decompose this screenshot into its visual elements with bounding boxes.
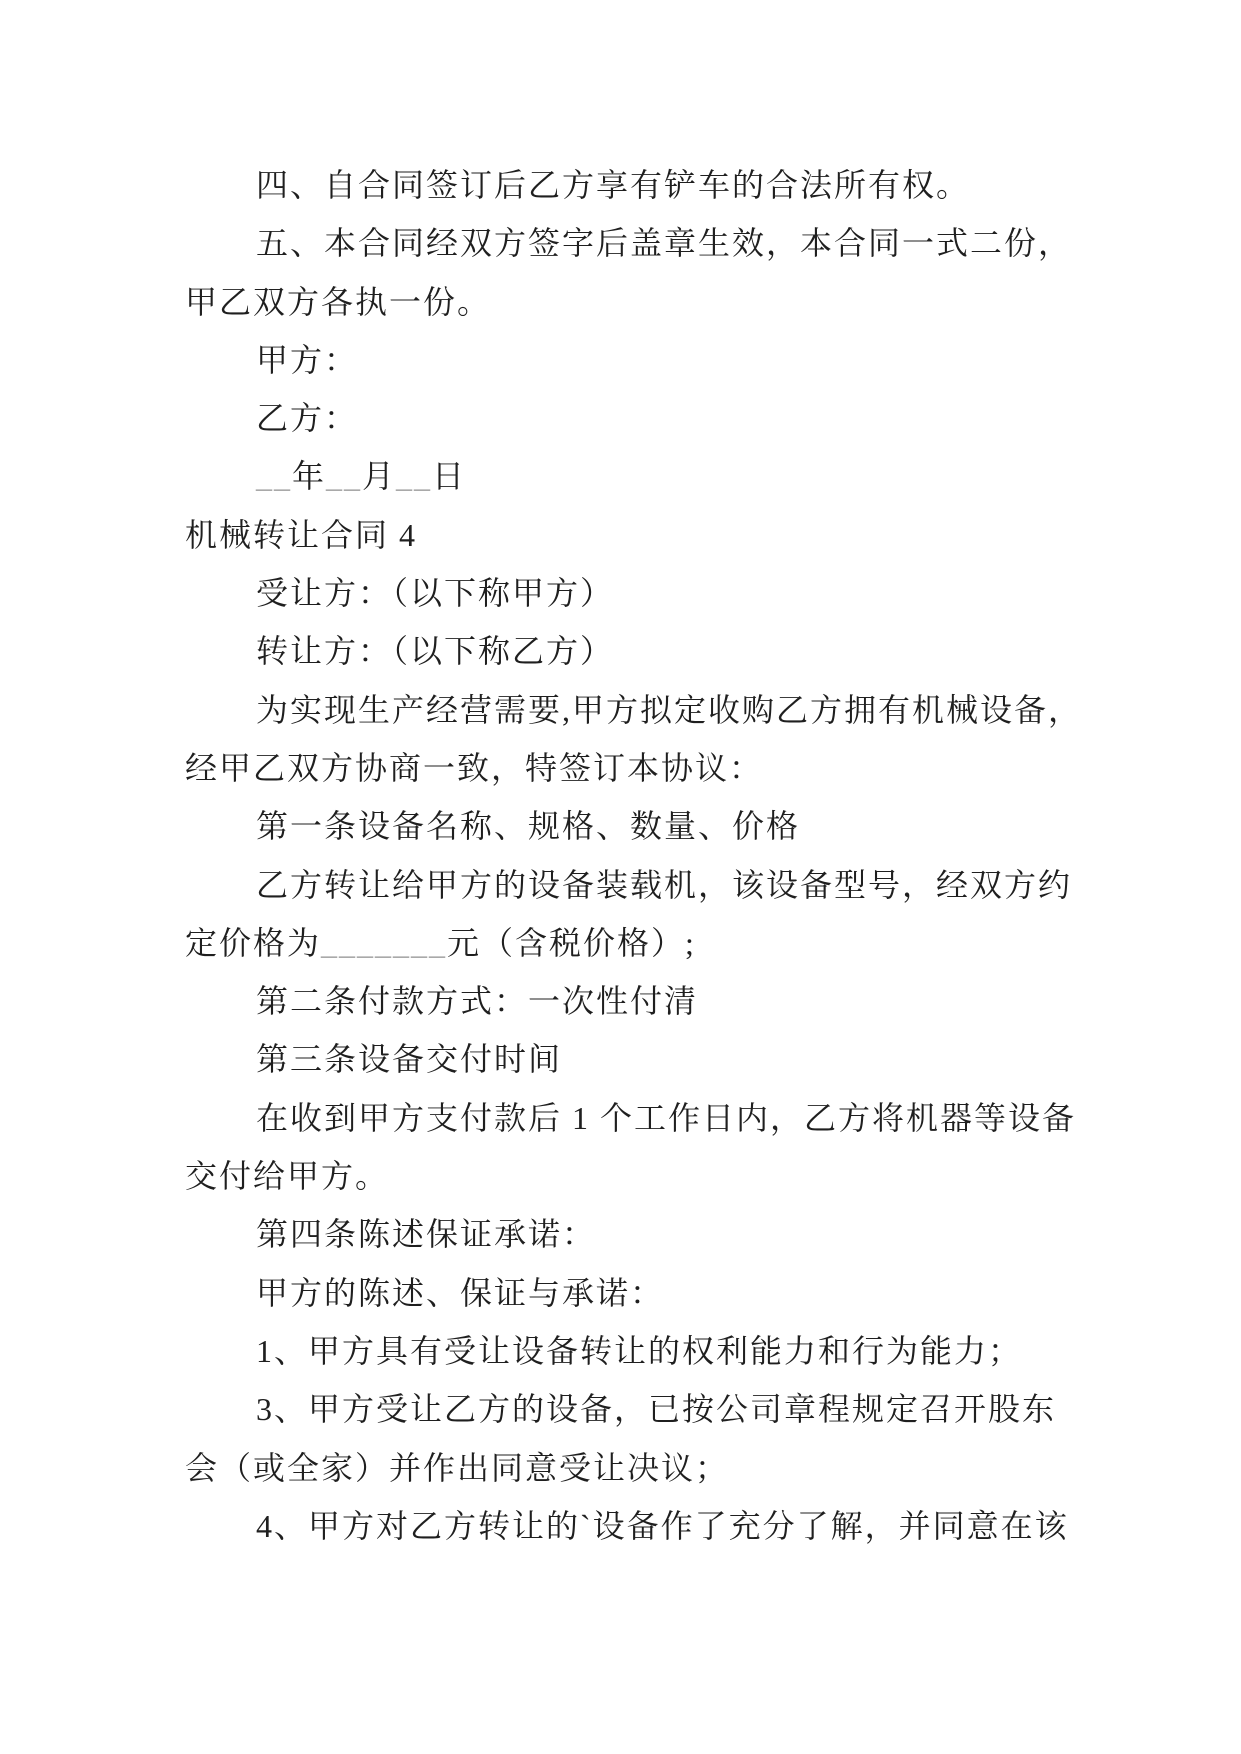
warranty-item-3-line-2: 会（或全家）并作出同意受让决议； <box>185 1449 730 1486</box>
warranty-item-3-line-1: 3、甲方受让乙方的设备，已按公司章程规定召开股东 <box>256 1391 1057 1428</box>
day-blank-underline: __ <box>396 458 433 495</box>
month-label: 月 <box>362 458 397 495</box>
transferee-line: 受让方：（以下称甲方） <box>256 575 615 612</box>
price-prefix: 定价格为 <box>185 924 322 961</box>
article-1-title: 第一条设备名称、规格、数量、价格 <box>256 808 801 845</box>
article-1-line-1: 乙方转让给甲方的设备装载机，该设备型号，经双方约 <box>256 866 1073 903</box>
article-3-title: 第三条设备交付时间 <box>256 1041 563 1078</box>
section-title-contract-4: 机械转让合同 4 <box>185 516 418 553</box>
warranty-item-4-line-1: 4、甲方对乙方转让的`设备作了充分了解，并同意在该 <box>256 1507 1069 1544</box>
warranty-item-1: 1、甲方具有受让设备转让的权利能力和行为能力； <box>256 1332 1023 1369</box>
article-2-title: 第二条付款方式：一次性付清 <box>256 983 699 1020</box>
preamble-line-1: 为实现生产经营需要,甲方拟定收购乙方拥有机械设备， <box>256 691 1083 728</box>
year-blank-underline: __ <box>256 458 292 495</box>
date-line <box>185 447 1090 505</box>
party-b-signature-line: 乙方： <box>256 400 359 437</box>
preamble-line-2: 经甲乙双方协商一致，特签订本协议： <box>185 749 764 786</box>
month-blank-underline: __ <box>326 458 363 495</box>
article-3-line-1: 在收到甲方支付款后 1 个工作日内，乙方将机器等设备 <box>256 1099 1077 1136</box>
document-body <box>185 156 1090 1555</box>
price-suffix: 元（含税价格）; <box>447 924 696 961</box>
clause-5-line-2: 甲乙双方各执一份。 <box>185 283 492 320</box>
year-label: 年 <box>292 458 327 495</box>
party-a-signature-line: 甲方： <box>256 341 359 378</box>
day-label: 日 <box>432 458 467 495</box>
price-blank-underline: _______ <box>321 924 448 961</box>
article-4-subtitle: 甲方的陈述、保证与承诺： <box>256 1274 665 1311</box>
article-3-line-2: 交付给甲方。 <box>185 1158 390 1195</box>
clause-4: 四、自合同签订后乙方享有铲车的合法所有权。 <box>256 167 971 203</box>
transferor-line: 转让方：（以下称乙方） <box>256 633 615 670</box>
article-1-line-2 <box>185 914 1090 972</box>
article-4-title: 第四条陈述保证承诺： <box>256 1216 597 1253</box>
clause-5-line-1: 五、本合同经双方签字后盖章生效，本合同一式二份， <box>256 225 1073 262</box>
